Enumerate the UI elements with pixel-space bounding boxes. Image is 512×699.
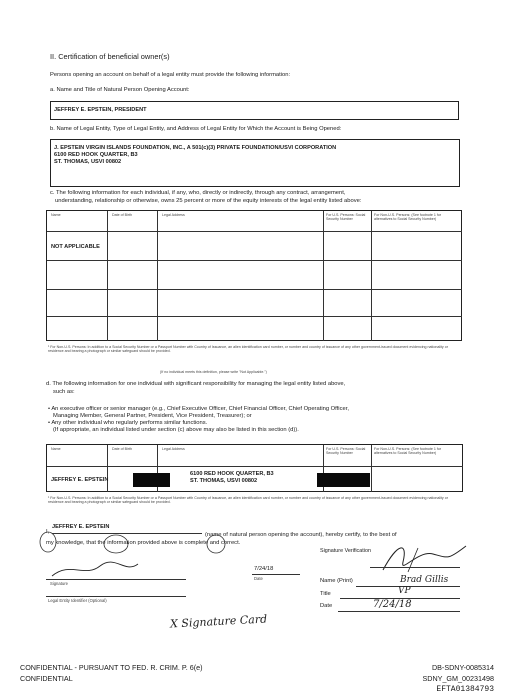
part-a-label: a. Name and Title of Natural Person Opening Account: bbox=[50, 87, 190, 93]
part-d-bullet-2a: • Any other individual who regularly performs similar functions. bbox=[48, 420, 208, 426]
cert-text-c: my knowledge, that the information provided above is complete and correct. bbox=[46, 540, 241, 546]
part-d-bullet-1a: • An executive officer or senior manager (e.g., Chief Executive Officer, Chief Financial Officer, Chief Operating Officer, bbox=[48, 406, 349, 412]
part-d-table bbox=[46, 444, 463, 492]
title-value: VP bbox=[398, 586, 411, 596]
part-a-value: JEFFREY E. EPSTEIN, PRESIDENT bbox=[54, 107, 147, 113]
part-c-note: (If no individual meets this definition, please write "Not Applicable.") bbox=[160, 370, 267, 374]
part-d-bullet-2b: (If appropriate, an individual listed under section (c) above may also be listed in this section (d)). bbox=[53, 427, 299, 433]
part-d-row-name: JEFFREY E. EPSTEIN bbox=[51, 477, 109, 483]
handwritten-signature-card-note: X Signature Card bbox=[169, 612, 268, 631]
col-header-nonus: For Non-U.S. Persons: (See footnote 1 for alternatives to Social Security Number) bbox=[374, 213, 442, 222]
part-d-row-addr2: ST. THOMAS, USVI 00802 bbox=[190, 478, 258, 484]
part-a-box bbox=[50, 101, 459, 120]
part-c-footnote: ¹ For Non-U.S. Persons: In addition to a Social Security Number or a Passport Number with Country of Issuance, an alien identification card number, or number and country of issuance of any other government-issued document evidencing nationality or residence and bearing a photograph or similar safeguard should be provided. bbox=[48, 345, 448, 354]
date2-value: 7/24/18 bbox=[373, 599, 412, 610]
d-col-header-address: Legal Address bbox=[162, 447, 185, 451]
redaction-ssn bbox=[317, 473, 370, 487]
name-print-label: Name (Print) bbox=[320, 578, 353, 584]
part-d-row-addr1: 6100 RED HOOK QUARTER, B3 bbox=[190, 471, 274, 477]
footer-bates-2: SDNY_GM_00231498 bbox=[422, 674, 494, 683]
footer-bates-1: DB-SDNY-0085314 bbox=[431, 663, 494, 672]
handwritten-loops bbox=[36, 520, 226, 560]
d-col-header-nonus: For Non-U.S. Persons: (See footnote 1 for alternatives to Social Security Number) bbox=[374, 447, 442, 456]
part-d-footnote: ¹ For Non-U.S. Persons: In addition to a Social Security Number or a Passport Number with Country of Issuance, an alien identification card number, or number and country of issuance of any other government-issued document evidencing nationality or residence and bearing a photograph or similar safeguard should be provided. bbox=[48, 496, 448, 505]
verification-signature bbox=[378, 540, 468, 576]
part-c-row1-name: NOT APPLICABLE bbox=[51, 244, 100, 250]
cert-text-i: I, bbox=[46, 529, 50, 535]
col-header-address: Legal Address bbox=[162, 213, 185, 217]
redaction-dob bbox=[133, 473, 170, 487]
part-d-label-2: such as: bbox=[53, 389, 75, 395]
d-col-header-ssn: For U.S. Persons: Social Security Number bbox=[326, 447, 366, 456]
part-b-line2: 6100 RED HOOK QUARTER, B3 bbox=[54, 152, 138, 158]
footer-confidential-2: CONFIDENTIAL bbox=[20, 674, 73, 683]
cert-name-filled: JEFFREY E. EPSTEIN bbox=[52, 524, 110, 530]
d-col-header-name: Name bbox=[51, 447, 61, 451]
part-b-box bbox=[50, 139, 460, 187]
col-header-name: Name bbox=[51, 213, 61, 217]
part-b-label: b. Name of Legal Entity, Type of Legal Entity, and Address of Legal Entity for Which the Account is Being Opened: bbox=[50, 126, 342, 132]
part-c-label-1: c. The following information for each individual, if any, who, directly or indirectly, through any contract, arrangement, bbox=[50, 190, 346, 196]
footer-confidential-1: CONFIDENTIAL - PURSUANT TO FED. R. CRIM. P. 6(e) bbox=[20, 663, 203, 672]
name-print-value: Brad Gillis bbox=[400, 575, 449, 585]
part-b-line3: ST. THOMAS, USVI 00802 bbox=[54, 159, 122, 165]
part-c-table bbox=[46, 210, 462, 341]
d-col-header-dob: Date of Birth bbox=[112, 447, 132, 451]
col-header-dob: Date of Birth bbox=[112, 213, 132, 217]
part-d-label-1: d. The following information for one individual with significant responsibility for managing the legal entity listed above, bbox=[46, 381, 346, 387]
footer-bates-3: EFTA01384793 bbox=[436, 685, 494, 694]
title-label: Title bbox=[320, 591, 331, 597]
part-c-label-2: understanding, relationship or otherwise, owns 25 percent or more of the equity interests of the legal entity listed above: bbox=[55, 198, 362, 204]
col-header-ssn: For U.S. Persons: Social Security Number bbox=[326, 213, 366, 222]
section-title: II. Certification of beneficial owner(s) bbox=[50, 52, 170, 61]
date2-label: Date bbox=[320, 603, 333, 609]
legal-entity-label: Legal Entity Identifier (Optional) bbox=[48, 598, 107, 603]
cert-text-b: (name of natural person opening the account), hereby certify, to the best of bbox=[205, 532, 397, 538]
part-b-line1: J. EPSTEIN VIRGIN ISLANDS FOUNDATION, INC., A 501(c)(3) PRIVATE FOUNDATION/USVI CORPORATION bbox=[54, 145, 337, 151]
cert-date-value: 7/24/18 bbox=[254, 566, 274, 572]
intro-text: Persons opening an account on behalf of a legal entity must provide the following information: bbox=[50, 72, 291, 78]
cert-date-label: Date bbox=[254, 576, 263, 581]
signature-scribble bbox=[50, 556, 140, 581]
part-d-bullet-1b: Managing Member, General Partner, President, Vice President, Treasurer); or bbox=[53, 413, 252, 419]
signature-label: Signature bbox=[50, 581, 68, 586]
signature-verification-label: Signature Verification bbox=[320, 548, 371, 554]
